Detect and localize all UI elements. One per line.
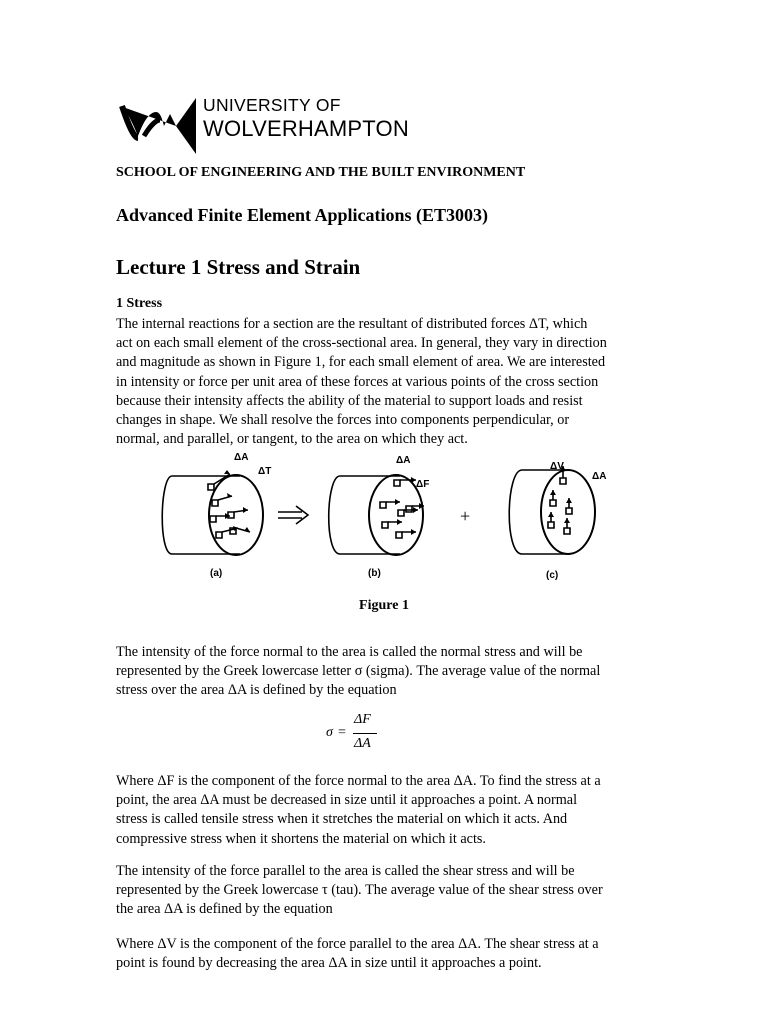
lecture-title: Lecture 1 Stress and Strain — [116, 255, 361, 279]
section-heading: 1 Stress — [116, 296, 163, 311]
label-delta-a-fig-c: ΔA — [592, 471, 607, 482]
normal-stress-equation — [326, 712, 386, 756]
label-delta-f: ΔF — [416, 479, 430, 490]
paragraph-distributed-forces: The internal reactions for a section are the resultant of distributed forces ΔT, which act on each small element of the cross-sectional area. In general, they vary in direction and magnitude as shown in Figure 1, for each small element of area. We are interested in intensity or force per unit area of these forces at various points of the cross section because their intensity affects the ability of the material to support loads and resist changes in shape. We shall resolve the forces into components perpendicular, or normal, and parallel, or tangent, to the area on which they act. — [116, 316, 607, 448]
paragraph-tensile-compressive: Where ΔF is the component of the force normal to the area ΔA. To find the stress at a point, the area ΔA must be decreased in size until it approaches a point. A normal stress is called tensile stress when it stretches the material on which it acts. And compressive stress when it shortens the material on which it acts. — [116, 773, 601, 847]
figure-caption: Figure 1 — [359, 598, 409, 613]
paragraph-normal-stress: The intensity of the force normal to the area is called the normal stress and will be represented by the Greek lowercase letter σ (sigma). The average value of the normal stress over the area ΔA is defined by the equation — [116, 644, 601, 699]
paragraph-shear-point: Where ΔV is the component of the force parallel to the area ΔA. The shear stress at a point is found by decreasing the area ΔA in size until it approaches a point. — [116, 936, 599, 972]
label-delta-a-fig-a: ΔA — [234, 452, 249, 463]
logo-line1: UNIVERSITY OF — [203, 95, 341, 115]
equation-sigma: σ — [326, 725, 333, 740]
logo-line2: WOLVERHAMPTON — [203, 115, 409, 141]
equation-equals: = — [338, 725, 346, 740]
figure-1-diagram — [150, 436, 620, 596]
university-logo-text — [203, 97, 409, 140]
school-name: SCHOOL OF ENGINEERING AND THE BUILT ENVIRONMENT — [116, 165, 526, 180]
equation-numerator: ΔF — [354, 712, 371, 727]
label-delta-t: ΔT — [258, 466, 272, 477]
equation-fraction-bar — [353, 733, 377, 734]
plus-sign: + — [460, 506, 471, 526]
label-c: (c) — [546, 570, 559, 581]
paragraph-shear-stress: The intensity of the force parallel to the area is called the shear stress and will be represented by the Greek lowercase τ (tau). The average value of the shear stress over the area ΔA is defined by the equation — [116, 863, 603, 918]
label-delta-a-fig-b: ΔA — [396, 455, 411, 466]
course-title: Advanced Finite Element Applications (ET3003) — [116, 205, 489, 225]
label-delta-v: ΔV — [550, 461, 564, 472]
label-a: (a) — [210, 568, 223, 579]
label-b: (b) — [368, 568, 381, 579]
equation-denominator: ΔA — [354, 736, 371, 751]
